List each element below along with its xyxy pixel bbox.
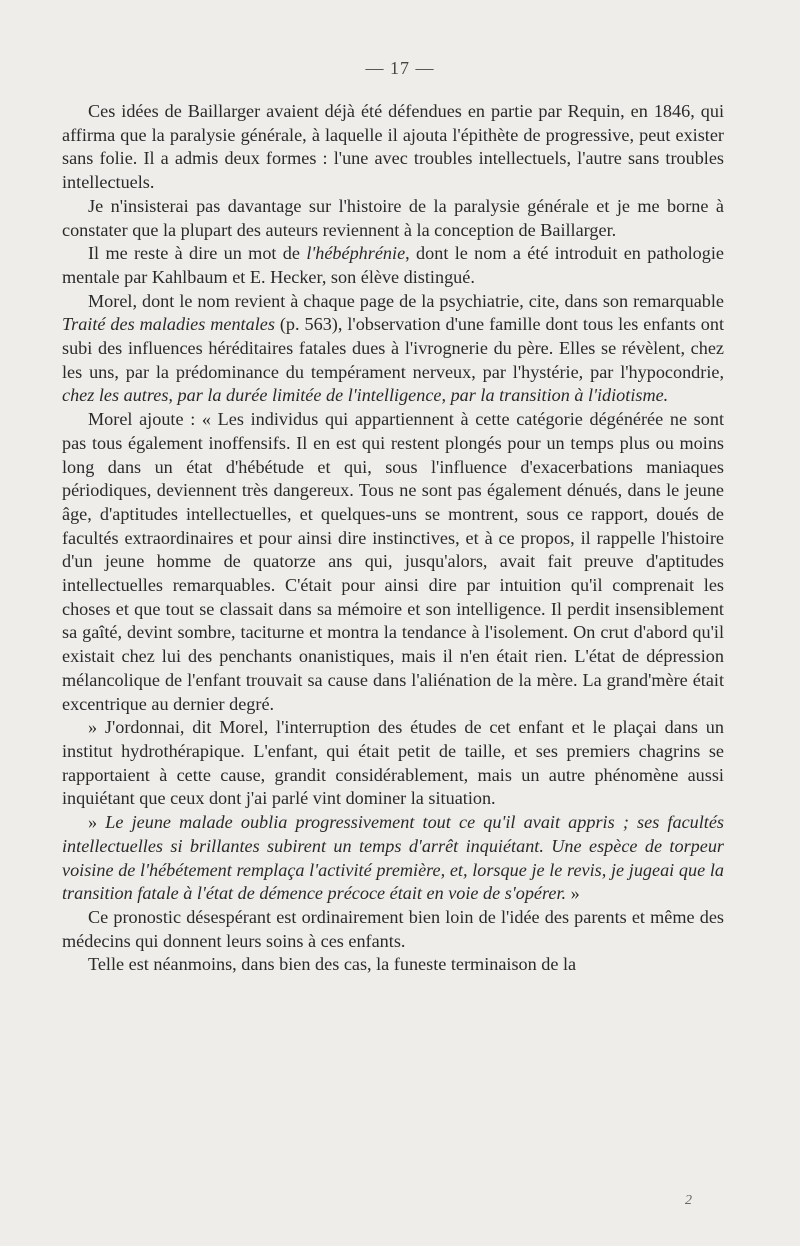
paragraph [62,242,724,289]
italic-text: Le jeune malade oublia progressivement tout ce qu'il avait appris ; ses facultés intellectuelles si brillantes subirent un temps d'arrêt inquiétant. Une espèce de torpeur voisine de l'hébétement remplaça l'activité première, et, lorsque je le revis, je jugeai que la transition fatale à l'état de démence précoce était en voie de s'opérer. [62,812,725,904]
signature-mark: 2 [685,1193,692,1208]
paragraph [62,290,724,409]
text-run: Morel, dont le nom revient à chaque page de la psychiatrie, cite, dans son remarquable [88,290,724,311]
page-number: — 17 — [365,58,435,78]
text-run: Telle est néanmoins, dans bien des cas, la funeste terminaison de la [88,954,577,975]
paragraph [62,195,724,242]
italic-text: Traité des maladies mentales [62,314,275,335]
paragraph [62,408,724,716]
paragraph [62,811,724,906]
paragraph [62,953,724,977]
paragraph [62,100,724,195]
text-run: Morel ajoute : « Les individus qui appartiennent à cette catégorie dégénérée ne sont pas tous également inoffensifs. Il en est qui restent plongés pour un temps plus ou moins long dans un état d'hébétude et qui, sous l'influence d'exacerbations maniaques périodiques, deviennent très dangereux. Tous ne sont pas également dénués, dans le jeune âge, d'aptitudes intellectuelles, et quelques-uns se montrent, sous ce rapport, doués de facultés extraordinaires et pour ainsi dire instinctives, et à ce propos, il rappelle l'histoire d'un jeune homme de quatorze ans qui, jusqu'alors, avait fait preuve d'aptitudes intellectuelles remarquables. C'était pour ainsi dire par intuition qu'il comprenait les choses et que tout se classait dans sa mémoire et son intelligence. Il perdit insensiblement sa gaîté, devint sombre, taciturne et montra la tendance à l'isolement. On crut d'abord qu'il existait chez lui des penchants onanistiques, mais il n'en était rien. L'état de dépression mélancolique de l'enfant trouvait sa cause dans l'aliénation de la mère. La grand'mère était excentrique au dernier degré. [62,409,724,714]
text-run: (p. 563), l'observation d'une famille dont tous les enfants ont subi des influences héréditaires fatales dues à l'ivrognerie du père. Elles se révèlent, chez les uns, par la prédominance du tempérament nerveux, par l'hystérie, par l'hypocondrie, [62,314,724,382]
text-run: Ce pronostic désespérant est ordinairement bien loin de l'idée des parents et même des médecins qui donnent leurs soins à ces enfants. [62,906,724,951]
text-run: Il me reste à dire un mot de [88,243,307,264]
paragraph [62,906,724,953]
text-run: » [566,883,580,904]
italic-text: l'hébéphrénie [306,243,406,264]
italic-text: chez les autres, par la durée limitée de l'intelligence, par la transition à l'idiotisme. [62,385,669,406]
text-run: » J'ordonnai, dit Morel, l'interruption des études de cet enfant et le plaçai dans un institut hydrothérapique. L'enfant, qui était petit de taille, et ses premiers chagrins se rapportaient à cette cause, grandit considérablement, mais un autre phénomène aussi inquiétant que ceux dont j'ai parlé vint dominer la situation. [62,717,724,809]
paragraph [62,716,724,811]
text-run: Ces idées de Baillarger avaient déjà été défendues en partie par Requin, en 1846, qui affirma que la paralysie générale, à laquelle il ajouta l'épithète de progressive, peut exister sans folie. Il a admis deux formes : l'une avec troubles intellectuels, l'autre sans troubles intellectuels. [62,101,724,193]
text-run: Je n'insisterai pas davantage sur l'histoire de la paralysie générale et je me borne à constater que la plupart des auteurs reviennent à la conception de Baillarger. [62,195,724,240]
text-run: » [88,812,106,833]
body-text [62,100,724,977]
text-run: , dont le nom a été introduit en pathologie mentale par Kahlbaum et E. Hecker, son élève distingué. [62,243,724,287]
